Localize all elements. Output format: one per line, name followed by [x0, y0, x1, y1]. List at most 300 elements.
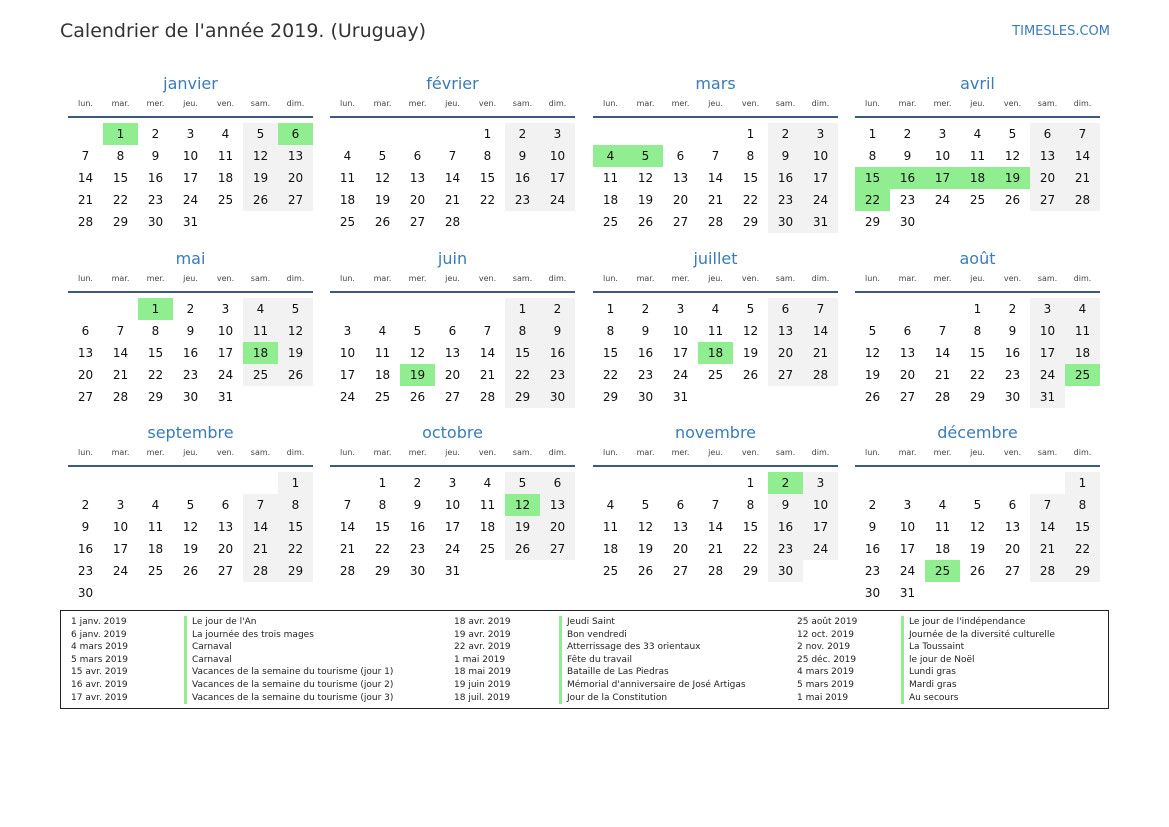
day-cell: 5 — [378, 149, 387, 163]
day-cell: 15 — [742, 520, 759, 534]
holiday-date: 25 déc. 2019 — [797, 654, 857, 665]
weekday-label: dim. — [1073, 448, 1092, 457]
day-cell: 12 — [182, 520, 199, 534]
weekday-label: dim. — [548, 99, 567, 108]
day-cell: 3 — [343, 324, 352, 338]
day-cell: 14 — [339, 520, 356, 534]
header-rule — [68, 465, 313, 467]
day-cell: 16 — [77, 542, 94, 556]
day-cell: 21 — [243, 538, 278, 560]
holiday-day-cell: 22 — [855, 189, 890, 211]
day-cell: 22 — [1065, 538, 1100, 560]
weekday-label: mer. — [671, 99, 690, 108]
weekday-label: mar. — [111, 274, 130, 283]
day-cell: 11 — [602, 520, 619, 534]
header-rule — [593, 465, 838, 467]
weekday-header — [68, 96, 313, 111]
holiday-day-cell: 2 — [768, 472, 803, 494]
day-grid — [593, 472, 838, 582]
weekday-label: sam. — [775, 274, 796, 283]
day-cell: 7 — [938, 324, 947, 338]
day-cell: 2 — [868, 498, 877, 512]
day-cell: 21 — [803, 342, 838, 364]
day-cell: 24 — [339, 390, 356, 404]
day-cell: 10 — [672, 324, 689, 338]
day-cell: 18 — [339, 193, 356, 207]
day-cell: 20 — [217, 542, 234, 556]
day-cell: 28 — [707, 215, 724, 229]
empty-cell — [995, 472, 1030, 494]
holiday-name: Bataille de Las Piedras — [559, 666, 746, 679]
day-cell: 29 — [602, 390, 619, 404]
day-cell: 25 — [339, 215, 356, 229]
day-cell: 27 — [899, 390, 916, 404]
holiday-date: 18 avr. 2019 — [454, 617, 511, 627]
holiday-day-cell: 15 — [855, 167, 890, 189]
holiday-name: Atterrissage des 33 orientaux — [559, 641, 746, 654]
month-name: juin — [437, 249, 468, 268]
weekday-label: lun. — [340, 274, 355, 283]
holiday-date: 16 avr. 2019 — [71, 679, 128, 690]
month-block — [68, 424, 313, 604]
day-cell: 10 — [444, 498, 461, 512]
day-cell: 11 — [934, 520, 951, 534]
weekday-header — [593, 96, 838, 111]
day-cell: 21 — [934, 368, 951, 382]
empty-cell — [173, 472, 208, 494]
day-cell: 4 — [151, 498, 160, 512]
holiday-day-cell: 17 — [925, 167, 960, 189]
day-cell: 12 — [742, 324, 759, 338]
weekday-label: dim. — [286, 274, 305, 283]
day-cell: 8 — [278, 494, 313, 516]
day-cell: 8 — [378, 498, 387, 512]
holiday-date-column — [797, 616, 857, 704]
day-cell: 13 — [1030, 145, 1065, 167]
day-cell: 31 — [444, 564, 461, 578]
weekday-label: mer. — [671, 274, 690, 283]
day-cell: 26 — [182, 564, 199, 578]
day-cell: 3 — [803, 472, 838, 494]
weekday-label: ven. — [1003, 99, 1022, 108]
day-cell: 13 — [768, 320, 803, 342]
day-cell: 16 — [768, 167, 803, 189]
day-cell: 5 — [1008, 127, 1017, 141]
day-cell: 30 — [768, 560, 803, 582]
empty-cell — [68, 298, 103, 320]
holiday-day-cell: 6 — [278, 123, 313, 145]
day-cell: 29 — [278, 560, 313, 582]
day-cell: 23 — [637, 368, 654, 382]
holiday-day-cell: 18 — [243, 342, 278, 364]
day-cell: 21 — [1030, 538, 1065, 560]
weekday-label: mer. — [408, 99, 427, 108]
empty-cell — [890, 298, 925, 320]
day-cell: 8 — [1065, 494, 1100, 516]
day-cell: 28 — [707, 564, 724, 578]
month-block — [68, 75, 313, 233]
empty-cell — [330, 472, 365, 494]
day-cell: 26 — [637, 564, 654, 578]
day-cell: 6 — [221, 498, 230, 512]
weekday-label: dim. — [548, 448, 567, 457]
empty-cell — [68, 123, 103, 145]
day-cell: 2 — [413, 476, 422, 490]
day-cell: 3 — [938, 127, 947, 141]
weekday-label: lun. — [78, 99, 93, 108]
day-cell: 1 — [973, 302, 982, 316]
day-cell: 5 — [505, 472, 540, 494]
weekday-label: sam. — [775, 99, 796, 108]
day-cell: 26 — [243, 189, 278, 211]
weekday-label: dim. — [811, 99, 830, 108]
empty-cell — [365, 298, 400, 320]
day-cell: 10 — [339, 346, 356, 360]
day-cell: 1 — [606, 302, 615, 316]
day-cell: 29 — [112, 215, 129, 229]
weekday-label: mar. — [373, 448, 392, 457]
day-cell: 6 — [1008, 498, 1017, 512]
holiday-name: Bon vendredi — [559, 629, 746, 642]
day-cell: 31 — [899, 586, 916, 600]
holiday-date: 12 oct. 2019 — [797, 629, 854, 640]
empty-cell — [663, 123, 698, 145]
day-cell: 27 — [444, 390, 461, 404]
holiday-date: 1 mai 2019 — [454, 654, 506, 665]
empty-cell — [593, 472, 628, 494]
day-cell: 17 — [672, 346, 689, 360]
day-cell: 15 — [602, 346, 619, 360]
day-cell: 6 — [540, 472, 575, 494]
day-cell: 25 — [602, 215, 619, 229]
weekday-label: jeu. — [708, 99, 723, 108]
day-cell: 11 — [339, 171, 356, 185]
empty-cell — [628, 123, 663, 145]
holiday-date: 18 juil. 2019 — [454, 692, 511, 703]
weekday-label: ven. — [216, 448, 235, 457]
weekday-label: lun. — [603, 99, 618, 108]
empty-cell — [593, 123, 628, 145]
day-cell: 19 — [969, 542, 986, 556]
day-cell: 9 — [903, 149, 912, 163]
day-cell: 4 — [343, 149, 352, 163]
weekday-label: ven. — [478, 274, 497, 283]
day-cell: 28 — [479, 390, 496, 404]
weekday-label: dim. — [1073, 99, 1092, 108]
day-cell: 7 — [483, 324, 492, 338]
holiday-name: Vacances de la semaine du tourisme (jour 1) — [184, 666, 393, 679]
weekday-label: mar. — [111, 99, 130, 108]
day-cell: 20 — [444, 368, 461, 382]
day-cell: 31 — [672, 390, 689, 404]
month-name: mai — [175, 249, 206, 268]
day-cell: 14 — [1030, 516, 1065, 538]
month-block — [330, 75, 575, 233]
day-cell: 19 — [243, 167, 278, 189]
day-cell: 26 — [742, 368, 759, 382]
day-cell: 3 — [903, 498, 912, 512]
day-cell: 27 — [672, 215, 689, 229]
weekday-header — [68, 445, 313, 460]
weekday-label: jeu. — [445, 274, 460, 283]
empty-cell — [890, 472, 925, 494]
day-cell: 8 — [973, 324, 982, 338]
empty-cell — [243, 472, 278, 494]
day-cell: 14 — [1065, 145, 1100, 167]
day-cell: 4 — [606, 498, 615, 512]
day-cell: 19 — [637, 193, 654, 207]
day-cell: 10 — [803, 494, 838, 516]
holiday-date: 4 mars 2019 — [797, 667, 855, 678]
day-cell: 30 — [182, 390, 199, 404]
day-cell: 8 — [151, 324, 160, 338]
day-cell: 5 — [641, 498, 650, 512]
day-cell: 27 — [768, 364, 803, 386]
day-cell: 4 — [973, 127, 982, 141]
day-cell: 28 — [1030, 560, 1065, 582]
day-cell: 4 — [483, 476, 492, 490]
day-cell: 4 — [378, 324, 387, 338]
day-cell: 22 — [602, 368, 619, 382]
day-cell: 31 — [182, 215, 199, 229]
day-cell: 26 — [864, 390, 881, 404]
day-cell: 17 — [112, 542, 129, 556]
day-cell: 18 — [217, 171, 234, 185]
month-block — [593, 424, 838, 582]
day-cell: 26 — [969, 564, 986, 578]
day-cell: 30 — [409, 564, 426, 578]
day-cell: 5 — [243, 123, 278, 145]
day-cell: 13 — [217, 520, 234, 534]
day-cell: 6 — [903, 324, 912, 338]
day-grid — [330, 298, 575, 408]
month-name: octobre — [422, 423, 483, 442]
day-cell: 9 — [505, 145, 540, 167]
header-rule — [855, 116, 1100, 118]
day-cell: 19 — [742, 346, 759, 360]
day-cell: 27 — [278, 189, 313, 211]
day-cell: 12 — [864, 346, 881, 360]
header-rule — [855, 465, 1100, 467]
day-cell: 13 — [540, 494, 575, 516]
day-cell: 21 — [479, 368, 496, 382]
empty-cell — [925, 472, 960, 494]
day-cell: 13 — [444, 346, 461, 360]
day-cell: 8 — [606, 324, 615, 338]
day-cell: 4 — [711, 302, 720, 316]
empty-cell — [400, 123, 435, 145]
day-cell: 22 — [505, 364, 540, 386]
day-cell: 30 — [147, 215, 164, 229]
day-cell: 28 — [444, 215, 461, 229]
empty-cell — [925, 298, 960, 320]
holiday-day-cell: 12 — [505, 494, 540, 516]
empty-cell — [103, 298, 138, 320]
day-cell: 21 — [1065, 167, 1100, 189]
weekday-label: mer. — [146, 448, 165, 457]
day-cell: 3 — [1030, 298, 1065, 320]
weekday-label: ven. — [741, 274, 760, 283]
day-cell: 11 — [243, 320, 278, 342]
day-cell: 14 — [112, 346, 129, 360]
day-cell: 6 — [768, 298, 803, 320]
empty-cell — [365, 123, 400, 145]
day-cell: 5 — [746, 302, 755, 316]
day-cell: 4 — [243, 298, 278, 320]
day-cell: 11 — [479, 498, 496, 512]
day-cell: 20 — [672, 193, 689, 207]
day-cell: 19 — [278, 342, 313, 364]
day-cell: 18 — [602, 193, 619, 207]
day-cell: 29 — [742, 564, 759, 578]
holiday-date: 17 avr. 2019 — [71, 692, 128, 703]
day-cell: 10 — [182, 149, 199, 163]
day-cell: 25 — [147, 564, 164, 578]
day-cell: 15 — [742, 171, 759, 185]
holiday-day-cell: 4 — [593, 145, 628, 167]
day-cell: 7 — [243, 494, 278, 516]
day-cell: 9 — [768, 494, 803, 516]
holiday-day-cell: 16 — [890, 167, 925, 189]
day-cell: 21 — [77, 193, 94, 207]
day-grid — [855, 472, 1100, 604]
day-cell: 30 — [77, 586, 94, 600]
month-name: juillet — [693, 249, 738, 268]
weekday-label: jeu. — [445, 99, 460, 108]
weekday-label: ven. — [741, 448, 760, 457]
day-cell: 7 — [448, 149, 457, 163]
day-cell: 30 — [637, 390, 654, 404]
month-block — [593, 250, 838, 408]
day-cell: 10 — [899, 520, 916, 534]
day-cell: 17 — [217, 346, 234, 360]
day-cell: 24 — [217, 368, 234, 382]
day-cell: 13 — [899, 346, 916, 360]
day-cell: 9 — [768, 145, 803, 167]
day-cell: 7 — [1030, 494, 1065, 516]
weekday-label: lun. — [865, 274, 880, 283]
day-cell: 15 — [112, 171, 129, 185]
day-cell: 13 — [409, 171, 426, 185]
weekday-header — [330, 96, 575, 111]
day-cell: 12 — [1004, 149, 1021, 163]
day-cell: 23 — [505, 189, 540, 211]
day-cell: 11 — [707, 324, 724, 338]
weekday-label: mar. — [898, 99, 917, 108]
weekday-label: mar. — [636, 99, 655, 108]
holiday-date: 19 juin 2019 — [454, 679, 511, 690]
day-cell: 14 — [707, 520, 724, 534]
day-cell: 16 — [768, 516, 803, 538]
page-title: Calendrier de l'année 2019. (Uruguay) — [60, 20, 427, 42]
day-cell: 25 — [217, 193, 234, 207]
day-cell: 24 — [182, 193, 199, 207]
month-name: avril — [960, 74, 995, 93]
day-cell: 11 — [1065, 320, 1100, 342]
day-cell: 20 — [278, 167, 313, 189]
day-cell: 16 — [1004, 346, 1021, 360]
day-cell: 14 — [444, 171, 461, 185]
day-cell: 17 — [1030, 342, 1065, 364]
holiday-name: Carnaval — [184, 654, 393, 667]
day-grid — [855, 298, 1100, 408]
weekday-label: mer. — [146, 274, 165, 283]
day-cell: 11 — [602, 171, 619, 185]
day-cell: 23 — [409, 542, 426, 556]
weekday-header — [593, 271, 838, 286]
day-cell: 5 — [413, 324, 422, 338]
day-cell: 1 — [1065, 472, 1100, 494]
holiday-name: Journée de la diversité culturelle — [901, 629, 1055, 642]
weekday-label: mar. — [111, 448, 130, 457]
day-cell: 2 — [151, 127, 160, 141]
day-grid — [68, 472, 313, 604]
holiday-date: 4 mars 2019 — [71, 642, 129, 653]
day-cell: 22 — [742, 542, 759, 556]
weekday-label: ven. — [216, 99, 235, 108]
day-cell: 1 — [746, 127, 755, 141]
weekday-header — [68, 271, 313, 286]
day-cell: 13 — [672, 171, 689, 185]
day-cell: 7 — [711, 498, 720, 512]
day-cell: 29 — [969, 390, 986, 404]
day-cell: 30 — [1004, 390, 1021, 404]
day-cell: 29 — [864, 215, 881, 229]
day-cell: 21 — [112, 368, 129, 382]
day-cell: 28 — [243, 560, 278, 582]
day-cell: 21 — [707, 542, 724, 556]
holiday-date: 18 mai 2019 — [454, 667, 511, 678]
day-cell: 18 — [934, 542, 951, 556]
day-cell: 11 — [374, 346, 391, 360]
day-cell: 17 — [444, 520, 461, 534]
weekday-label: lun. — [78, 274, 93, 283]
day-cell: 24 — [112, 564, 129, 578]
day-cell: 15 — [505, 342, 540, 364]
day-cell: 22 — [112, 193, 129, 207]
empty-cell — [1030, 472, 1065, 494]
day-cell: 26 — [1004, 193, 1021, 207]
day-cell: 18 — [479, 520, 496, 534]
brand-link[interactable]: TIMESLES.COM — [1012, 24, 1110, 39]
weekday-label: mer. — [933, 274, 952, 283]
day-cell: 13 — [1004, 520, 1021, 534]
holiday-name: Au secours — [901, 692, 1055, 705]
holiday-name: Vacances de la semaine du tourisme (jour 2) — [184, 679, 393, 692]
day-cell: 18 — [374, 368, 391, 382]
holiday-name: le jour de Noël — [901, 654, 1055, 667]
weekday-label: jeu. — [708, 448, 723, 457]
month-name: décembre — [937, 423, 1018, 442]
weekday-label: dim. — [548, 274, 567, 283]
day-cell: 17 — [899, 542, 916, 556]
day-cell: 1 — [868, 127, 877, 141]
day-cell: 3 — [116, 498, 125, 512]
holiday-name: La Toussaint — [901, 641, 1055, 654]
day-cell: 12 — [637, 520, 654, 534]
day-cell: 1 — [746, 476, 755, 490]
day-cell: 11 — [217, 149, 234, 163]
day-cell: 18 — [147, 542, 164, 556]
weekday-label: jeu. — [445, 448, 460, 457]
day-cell: 30 — [864, 586, 881, 600]
day-cell: 20 — [672, 542, 689, 556]
holiday-date-column — [71, 616, 128, 704]
day-cell: 9 — [81, 520, 90, 534]
day-cell: 12 — [969, 520, 986, 534]
holiday-name: Mémorial d'anniversaire de José Artigas — [559, 679, 746, 692]
day-cell: 8 — [116, 149, 125, 163]
